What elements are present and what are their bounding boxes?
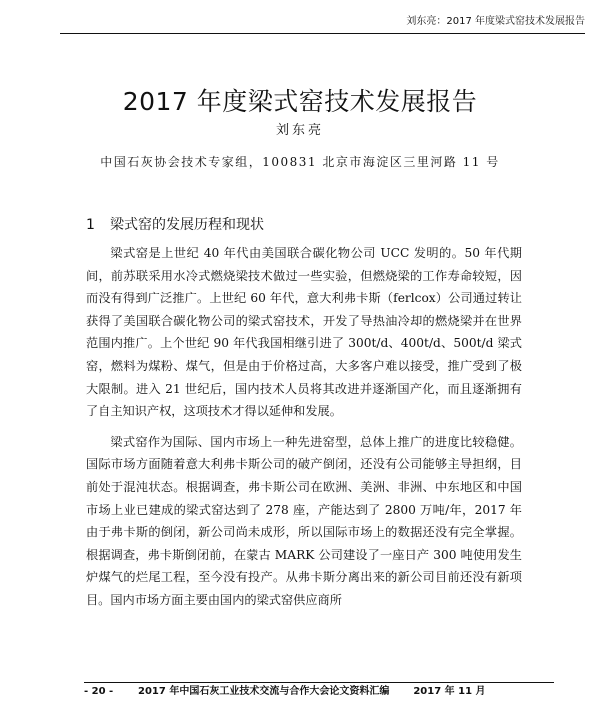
footer-rule bbox=[84, 682, 554, 683]
section-title: 梁式窑的发展历程和现状 bbox=[110, 217, 264, 233]
body-text bbox=[86, 242, 522, 612]
page-number: - 20 - bbox=[84, 686, 114, 697]
paragraph-2: 梁式窑作为国际、国内市场上一种先进窑型，总体上推广的进度比较稳健。国际市场方面随着意大利弗卡斯公司的破产倒闭，还没有公司能够主导担纲，目前处于混沌状态。根据调查，弗卡斯公司在欧洲、美洲、非洲、中东地区和中国市场上业已建成的梁式窑达到了 278 座，产能达到了 2800 万吨/年，2017 年由于弗卡斯的倒闭，新公司尚未成形，所以国际市场上的数据还没有完全掌握。根据调查，弗卡斯倒闭前，在蒙古 MARK 公司建设了一座日产 300 吨使用发生炉煤气的烂尾工程，至今没有投产。从弗卡斯分离出来的新公司目前还没有新项目。国内市场方面主要由国内的梁式窑供应商所 bbox=[86, 434, 522, 607]
publication-date: 2017 年 11 月 bbox=[413, 686, 486, 697]
author-affiliation: 中国石灰协会技术专家组，100831 北京市海淀区三里河路 11 号 bbox=[100, 155, 500, 169]
page-footer bbox=[84, 685, 554, 699]
paragraph-1: 梁式窑是上世纪 40 年代由美国联合碳化物公司 UCC 发明的。50 年代期间，前苏联采用水冷式燃烧梁技术做过一些实验，但燃烧梁的工作寿命较短，因而没有得到广泛推广。上世纪 60 年代，意大利弗卡斯（ferlcox）公司通过转让获得了美国联合碳化物公司的梁式窑技术，开发了导热油冷却的燃烧梁并在世界范围内推广。上个世纪 90 年代我国相继引进了 300t/d、400t/d、500t/d 梁式窑，燃料为煤粉、煤气，但是由于价格过高，大多客户难以接受，推广受到了极大限制。进入 21 世纪后，国内技术人员将其改进并逐渐国产化，而且逐渐拥有了自主知识产权，这项技术才得以延伸和发展。 bbox=[86, 246, 522, 419]
section-number: 1 bbox=[86, 217, 95, 233]
author-name: 刘东亮 bbox=[275, 123, 324, 138]
journal-name: 2017 年中国石灰工业技术交流与合作大会论文资料汇编 bbox=[138, 686, 390, 697]
section-heading bbox=[86, 215, 264, 235]
running-header: 刘东亮：2017 年度梁式窑技术发展报告 bbox=[406, 16, 585, 27]
header-rule bbox=[60, 33, 585, 34]
paper-title: 2017 年度梁式窑技术发展报告 bbox=[122, 87, 478, 116]
